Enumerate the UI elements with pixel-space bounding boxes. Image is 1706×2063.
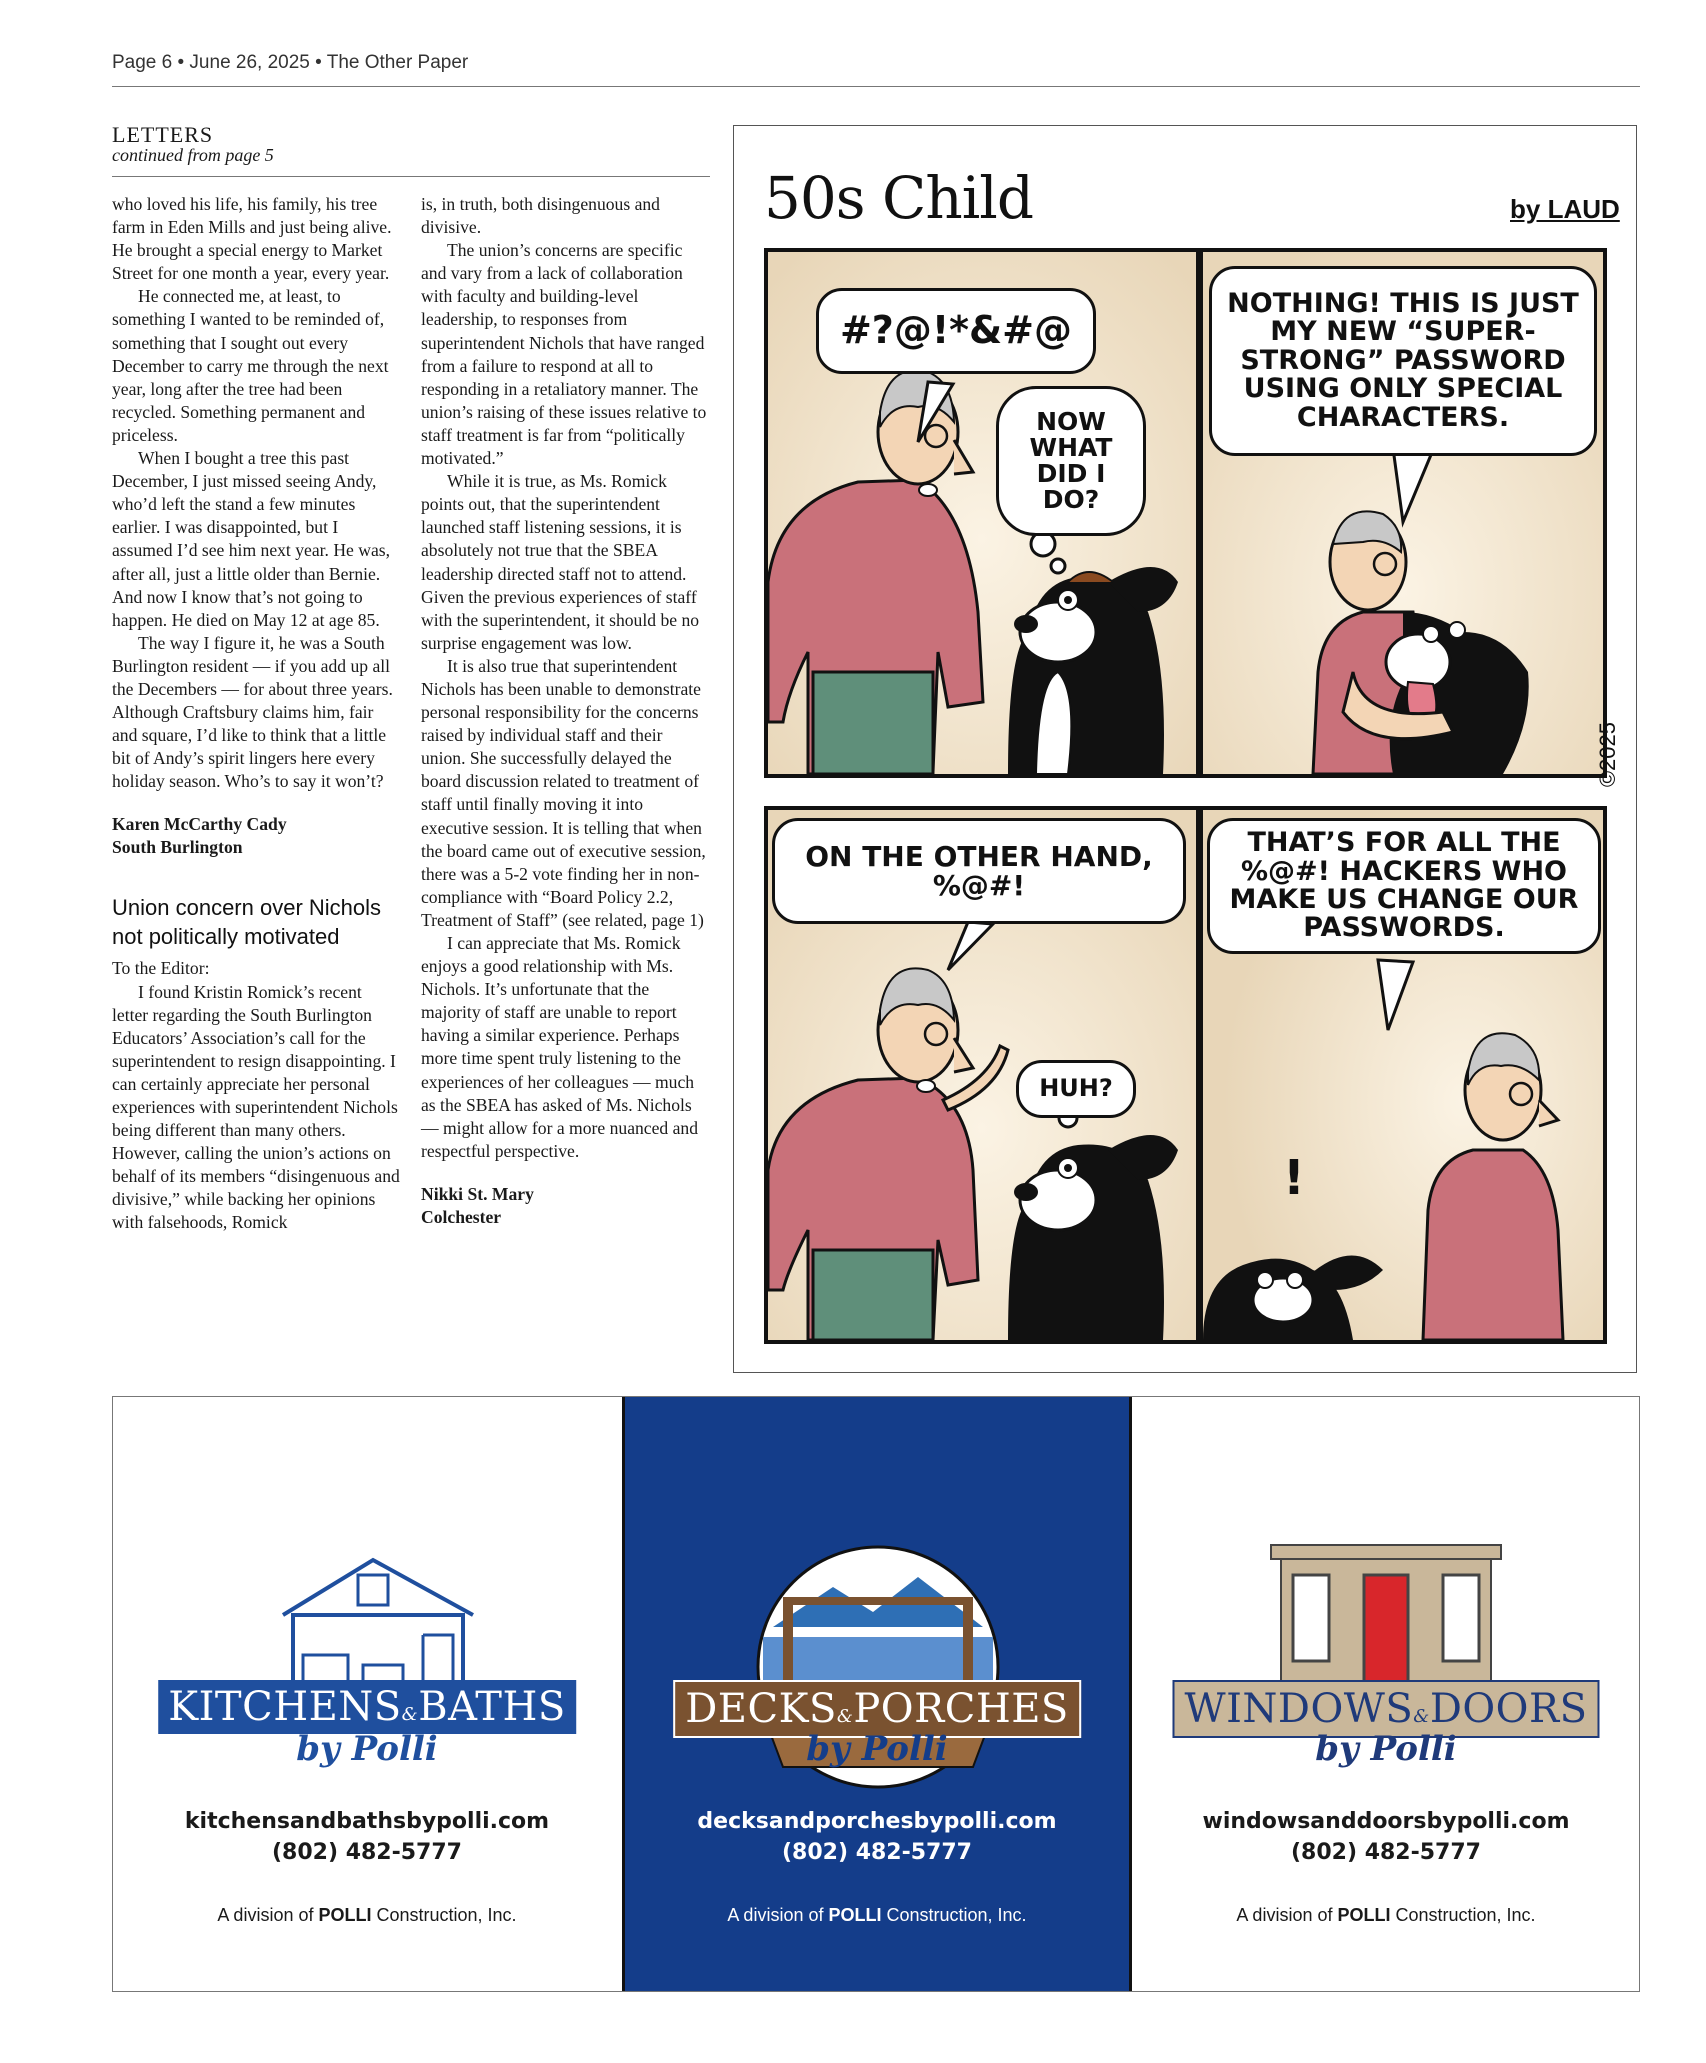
ad-phone: (802) 482-5777 [1291,1840,1481,1865]
panel-4-exclamation: ! [1283,1150,1305,1206]
ad-url-link[interactable]: windowsanddoorsbypolli.com [1202,1809,1570,1834]
letter1-paragraph: When I bought a tree this past December, I just missed seeing Andy, who’d left the stand a few minutes earlier. I was disappointed, but I assumed I’d see him next year. He was, after all, just a little older than Bernie. And now I know that’s not going to happen. He died on May 12 at age 85. [112,448,390,630]
brand-word: WINDOWS [1184,1686,1414,1732]
ad-division-note: A division of POLLI Construction, Inc. [1236,1905,1536,1925]
ad-division-note: A division of POLLI Construction, Inc. [727,1905,1027,1925]
ad-url-link[interactable]: kitchensandbathsbypolli.com [184,1809,550,1834]
comic-panel-1 [764,248,1200,778]
brand-word: DOORS [1429,1686,1588,1732]
panel-2-speech-bubble: NOTHING! THIS IS JUST MY NEW “SUPER-STRONG” PASSWORD USING ONLY SPECIAL CHARACTERS. [1209,266,1597,456]
section-rule [112,176,710,177]
ad-kitchens-baths[interactable] [113,1397,621,1991]
signature-name: Nikki St. Mary [421,1183,534,1204]
ad-byline: by Polli [806,1729,948,1769]
brand-ampersand: & [836,1706,854,1727]
ad-kitchens-brand [158,1680,576,1734]
letter2-paragraph: I found Kristin Romick’s recent letter regarding the South Burlington Educators’ Association’s call for the superintendent to resign disappointing. I can certainly appreciate her personal experiences with superintendent Nichols being different than many others. However, calling the union’s actions on behalf of its members “disingenuous and divisive,” while backing her opinions with falsehoods, Romick [112,981,400,1233]
signature-place: South Burlington [112,837,243,858]
letter2-paragraph: is, in truth, both disingenuous and divisive. [421,194,660,238]
panel-1-speech-bubble: #?@!*&#@ [816,288,1096,374]
brand-word: KITCHENS [168,1684,402,1730]
comic-title: 50s Child [764,164,1033,232]
panel-1-thought-bubble: NOW WHAT DID I DO? [996,386,1146,536]
letter1-paragraph: He connected me, at least, to something I wanted to be reminded of, something that I sought out every December to carry me through the next year, long after the tree had been recycled. Something permanent and priceless. [112,286,389,445]
signature-place: Colchester [421,1206,502,1227]
comic-strip [733,125,1637,1373]
signature-name: Karen McCarthy Cady [112,814,287,835]
continued-note: continued from page 5 [112,145,274,165]
comic-byline: by LAUD [1510,194,1620,224]
letters-column-1 [112,193,402,1235]
ad-phone: (802) 482-5777 [272,1840,462,1865]
polli-ads-banner [112,1396,1640,1992]
ad-division-note: A division of POLLI Construction, Inc. [217,1905,517,1925]
comic-copyright: ©2025 [1595,722,1620,788]
letter2-headline: Union concern over Nichols not politically motivated [112,895,382,950]
brand-ampersand: & [401,1704,419,1725]
comic-panel-4 [1199,806,1607,1344]
brand-word: DECKS [685,1686,837,1732]
letter2-signature [421,1183,711,1229]
letter2-paragraph: While it is true, as Ms. Romick points out, that the superintendent launched staff listening sessions, it is absolutely not true that the SBEA leadership directed staff not to attend. Given the previous experiences of staff with the superintendent, it should be no surprise engagement was low. [421,471,700,653]
letter2-paragraph: It is also true that superintendent Nichols has been unable to demonstrate personal responsibility for the concerns raised by individual staff and their union. She successfully delayed the board discussion related to treatment of staff until finally moving it into executive session. It is telling that when the board came out of executive session, there was a 5-2 vote finding her in non-compliance with “Board Policy 2.2, Treatment of Staff” (see related, page 1) [421,655,706,930]
ad-byline: by Polli [1315,1729,1457,1769]
ad-windows-doors[interactable] [1132,1397,1640,1991]
panel-4-speech-bubble: THAT’S FOR ALL THE %@#! HACKERS WHO MAKE US CHANGE OUR PASSWORDS. [1207,818,1601,954]
brand-word: PORCHES [853,1686,1069,1732]
letter1-paragraph: who loved his life, his family, his tree farm in Eden Mills and just being alive. He brought a special energy to Market Street for one month a year, every year. [112,194,392,284]
folio-rule [112,86,1640,87]
ad-phone: (802) 482-5777 [782,1840,972,1865]
brand-word: BATHS [418,1684,566,1730]
letter2-paragraph: I can appreciate that Ms. Romick enjoys a good relationship with Ms. Nichols. It’s unfortunate that the majority of staff are unable to report having a similar experience. Perhaps more time spent truly listening to the experiences of her colleagues — much as the SBEA has asked of Ms. Nichols — might allow for a more nuanced and respectful perspective. [421,933,699,1161]
ad-byline: by Polli [296,1729,438,1769]
letters-column-2 [421,193,711,1229]
panel-3-thought-bubble: HUH? [1016,1060,1136,1118]
brand-ampersand: & [1413,1706,1430,1727]
panel-3-speech-bubble: ON THE OTHER HAND, %@#! [772,818,1186,924]
section-label: LETTERS [112,122,214,147]
letter1-paragraph: The way I figure it, he was a South Burlington resident — if you add up all the Decembers — for about three years. Although Craftsbury claims him, fair and square, I’d like to think that a little bit of Andy’s spirit lingers here every holiday season. Who’s to say it won’t? [112,632,393,792]
comic-panel-2 [1199,248,1620,788]
letter1-signature [112,813,402,859]
letter2-salutation: To the Editor: [112,958,210,979]
letter2-paragraph: The union’s concerns are specific and vary from a lack of collaboration with faculty and building-level leadership, to responses from superintendent Nichols that have ranged from a failure to respond at all to responding in a retaliatory manner. The union’s raising of these issues relative to staff treatment is far from “politically motivated.” [421,240,707,469]
house-door-icon [1271,1545,1501,1695]
ad-decks-porches[interactable] [622,1397,1132,1991]
page-folio: Page 6 • June 26, 2025 • The Other Paper [112,52,469,73]
comic-panel-3 [764,806,1200,1344]
ad-url-link[interactable]: decksandporchesbypolli.com [697,1809,1057,1834]
